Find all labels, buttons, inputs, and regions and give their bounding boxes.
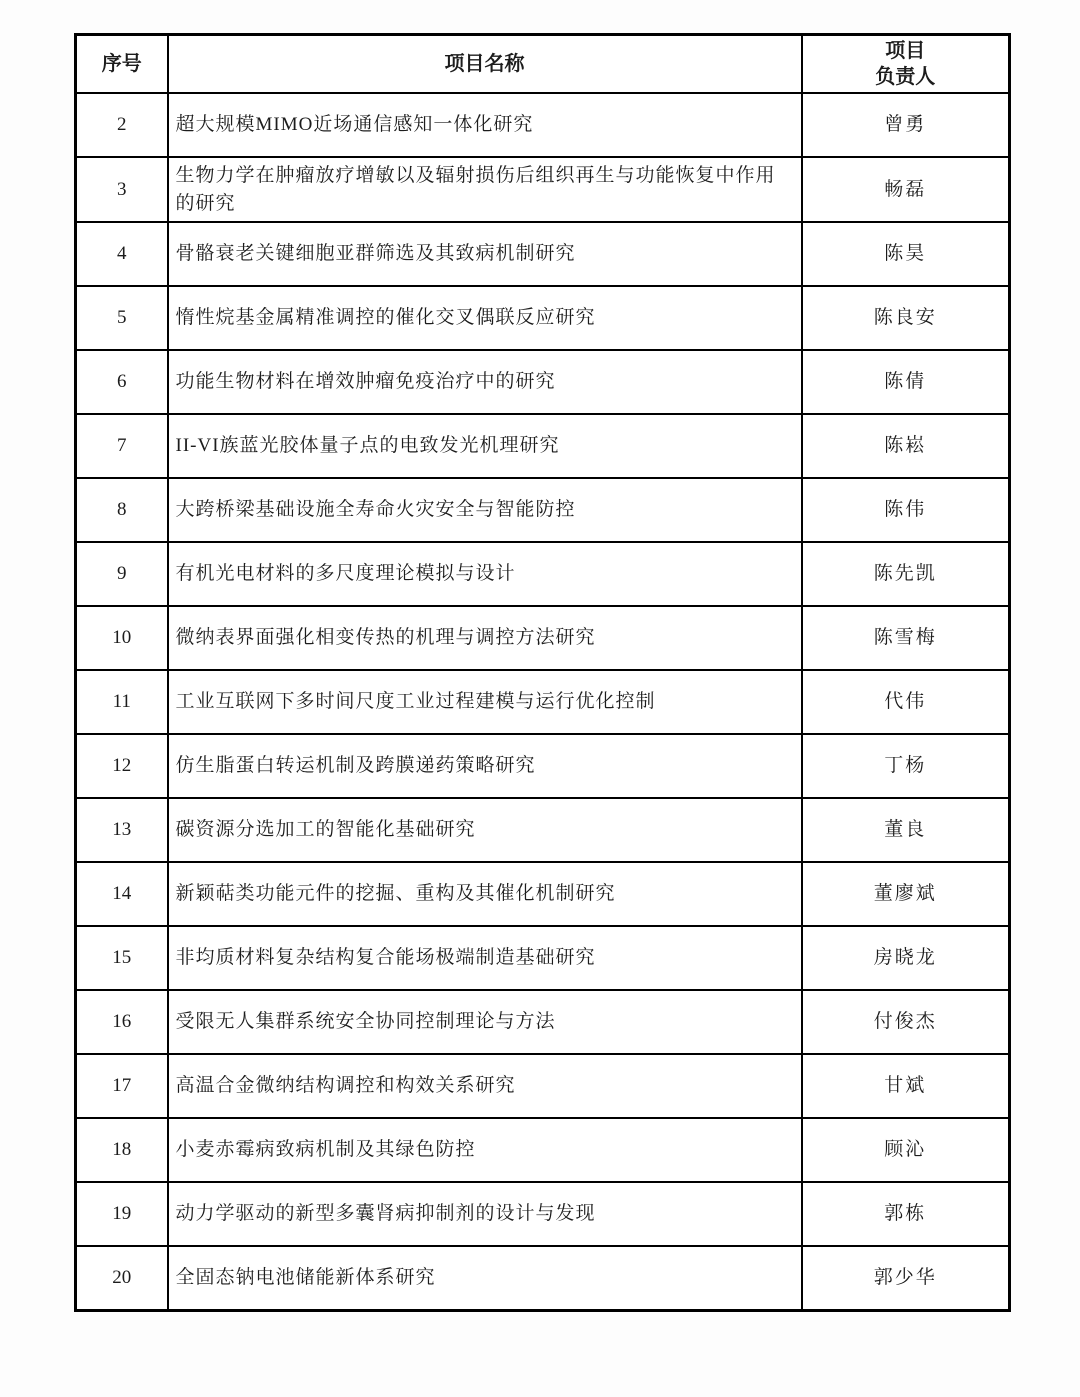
table-row (76, 414, 1010, 478)
table-row (76, 93, 1010, 157)
row-number-cell: 12 (76, 734, 168, 798)
table-row (76, 1246, 1010, 1310)
project-leader-cell: 陈雪梅 (802, 606, 1010, 670)
project-leader-cell: 房晓龙 (802, 926, 1010, 990)
table-row (76, 670, 1010, 734)
project-name-cell: 小麦赤霉病致病机制及其绿色防控 (168, 1118, 802, 1182)
project-leader-cell: 陈倩 (802, 350, 1010, 414)
row-number-cell: 11 (76, 670, 168, 734)
project-leader-cell: 郭栋 (802, 1182, 1010, 1246)
project-leader-cell: 顾沁 (802, 1118, 1010, 1182)
table-header-row (76, 35, 1010, 94)
row-number-cell: 4 (76, 222, 168, 286)
project-leader-cell: 丁杨 (802, 734, 1010, 798)
project-name-cell: 工业互联网下多时间尺度工业过程建模与运行优化控制 (168, 670, 802, 734)
project-leader-cell: 曾勇 (802, 93, 1010, 157)
row-number-cell: 13 (76, 798, 168, 862)
row-number-cell: 16 (76, 990, 168, 1054)
table-row (76, 1054, 1010, 1118)
project-leader-cell: 陈昊 (802, 222, 1010, 286)
table-row (76, 926, 1010, 990)
project-leader-cell: 董良 (802, 798, 1010, 862)
project-name-cell: 高温合金微纳结构调控和构效关系研究 (168, 1054, 802, 1118)
table-row (76, 286, 1010, 350)
project-list-table (74, 33, 1011, 1312)
table-row (76, 542, 1010, 606)
row-number-cell: 14 (76, 862, 168, 926)
project-leader-cell: 代伟 (802, 670, 1010, 734)
row-number-cell: 8 (76, 478, 168, 542)
project-name-cell: 生物力学在肿瘤放疗增敏以及辐射损伤后组织再生与功能恢复中作用的研究 (168, 157, 802, 222)
project-leader-cell: 畅磊 (802, 157, 1010, 222)
project-name-cell: 超大规模MIMO近场通信感知一体化研究 (168, 93, 802, 157)
table-row (76, 157, 1010, 222)
row-number-cell: 5 (76, 286, 168, 350)
table-row (76, 862, 1010, 926)
project-name-cell: 大跨桥梁基础设施全寿命火灾安全与智能防控 (168, 478, 802, 542)
project-name-cell: 新颖萜类功能元件的挖掘、重构及其催化机制研究 (168, 862, 802, 926)
row-number-cell: 6 (76, 350, 168, 414)
table-row (76, 1118, 1010, 1182)
table-row (76, 606, 1010, 670)
project-name-cell: 非均质材料复杂结构复合能场极端制造基础研究 (168, 926, 802, 990)
table-row (76, 734, 1010, 798)
project-leader-cell: 董廖斌 (802, 862, 1010, 926)
project-leader-cell: 陈良安 (802, 286, 1010, 350)
table-row (76, 222, 1010, 286)
row-number-cell: 9 (76, 542, 168, 606)
table-row (76, 478, 1010, 542)
table-row (76, 1182, 1010, 1246)
project-name-cell: 动力学驱动的新型多囊肾病抑制剂的设计与发现 (168, 1182, 802, 1246)
project-leader-cell: 陈崧 (802, 414, 1010, 478)
row-number-cell: 18 (76, 1118, 168, 1182)
row-number-cell: 20 (76, 1246, 168, 1310)
table-body (76, 93, 1010, 1310)
row-number-cell: 10 (76, 606, 168, 670)
header-项目负责人-line2: 负责人 (875, 66, 936, 88)
row-number-cell: 19 (76, 1182, 168, 1246)
header-项目名称: 项目名称 (168, 35, 802, 94)
project-name-cell: 仿生脂蛋白转运机制及跨膜递药策略研究 (168, 734, 802, 798)
project-name-cell: II-VI族蓝光胶体量子点的电致发光机理研究 (168, 414, 802, 478)
project-name-cell: 惰性烷基金属精准调控的催化交叉偶联反应研究 (168, 286, 802, 350)
header-项目负责人-line1: 项目 (885, 40, 926, 62)
row-number-cell: 2 (76, 93, 168, 157)
project-name-cell: 受限无人集群系统安全协同控制理论与方法 (168, 990, 802, 1054)
row-number-cell: 15 (76, 926, 168, 990)
project-leader-cell: 甘斌 (802, 1054, 1010, 1118)
project-leader-cell: 付俊杰 (802, 990, 1010, 1054)
project-name-cell: 全固态钠电池储能新体系研究 (168, 1246, 802, 1310)
project-name-cell: 有机光电材料的多尺度理论模拟与设计 (168, 542, 802, 606)
table-row (76, 350, 1010, 414)
project-name-cell: 功能生物材料在增效肿瘤免疫治疗中的研究 (168, 350, 802, 414)
project-name-cell: 碳资源分选加工的智能化基础研究 (168, 798, 802, 862)
row-number-cell: 3 (76, 157, 168, 222)
table-row (76, 798, 1010, 862)
row-number-cell: 7 (76, 414, 168, 478)
project-leader-cell: 郭少华 (802, 1246, 1010, 1310)
header-序号: 序号 (76, 35, 168, 94)
project-leader-cell: 陈先凯 (802, 542, 1010, 606)
table-row (76, 990, 1010, 1054)
project-name-cell: 骨骼衰老关键细胞亚群筛选及其致病机制研究 (168, 222, 802, 286)
row-number-cell: 17 (76, 1054, 168, 1118)
project-name-cell: 微纳表界面强化相变传热的机理与调控方法研究 (168, 606, 802, 670)
header-项目负责人 (802, 35, 1010, 94)
project-leader-cell: 陈伟 (802, 478, 1010, 542)
